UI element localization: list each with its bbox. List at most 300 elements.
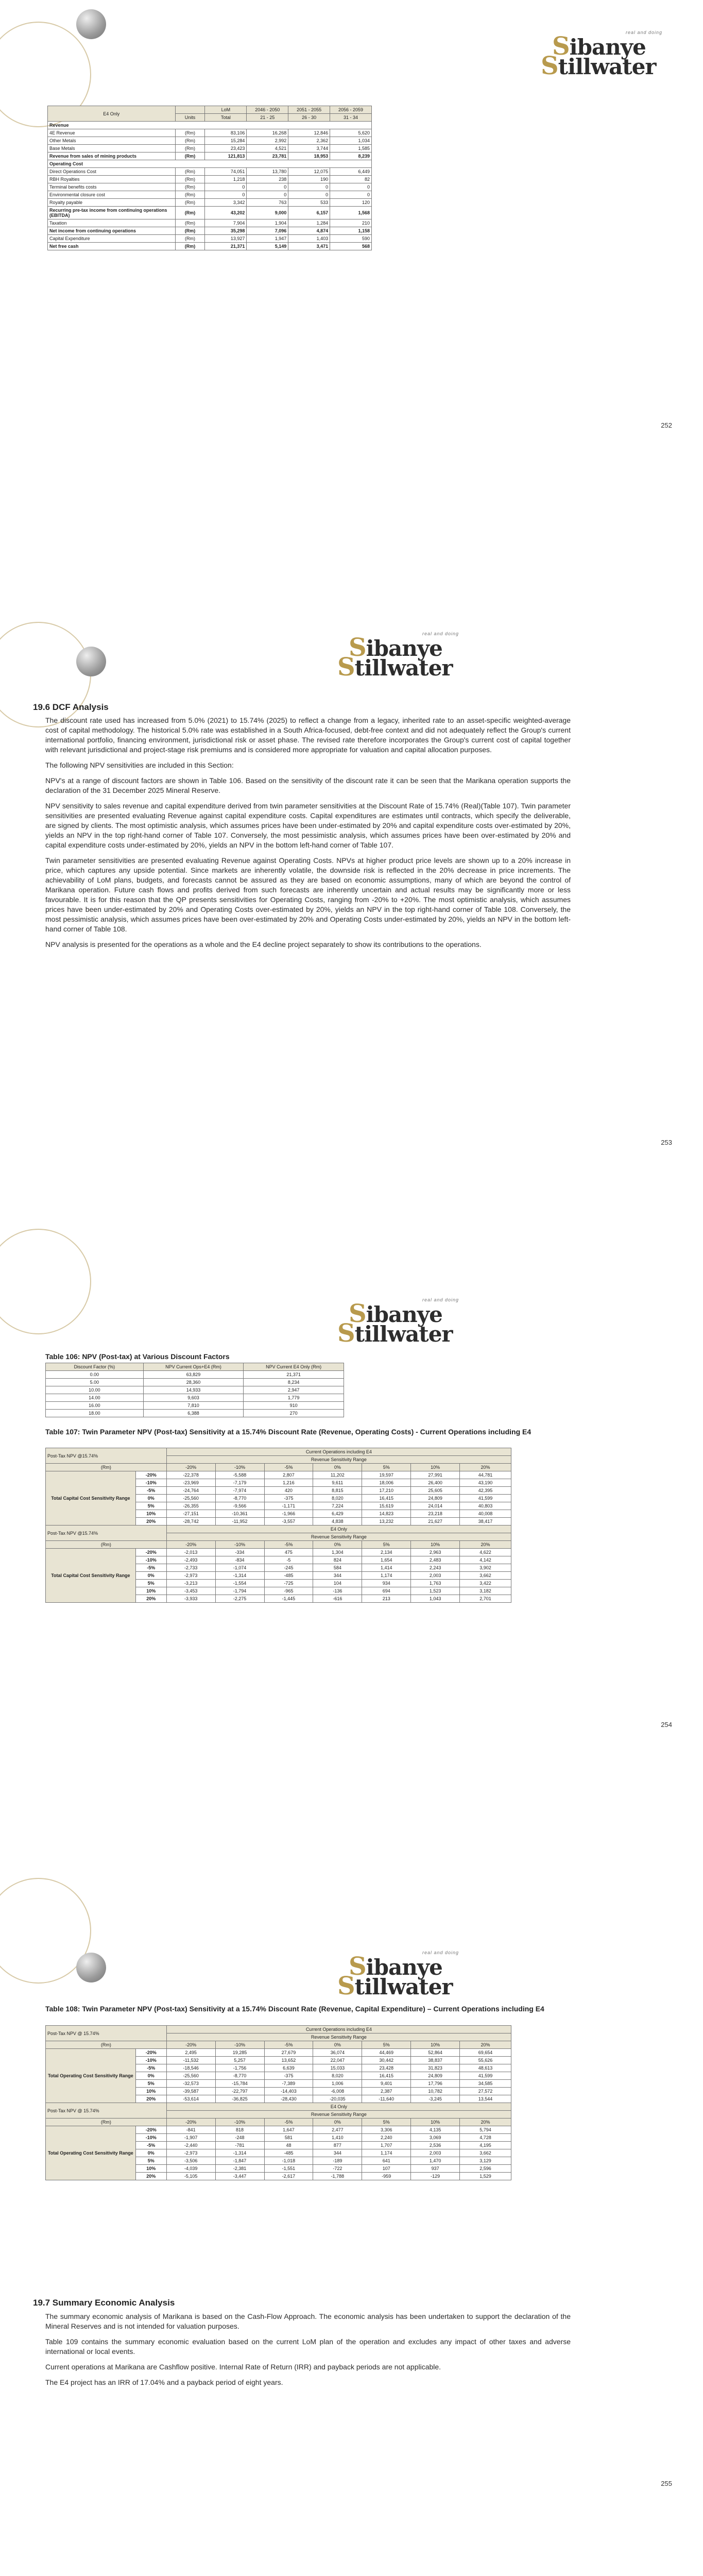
cell-value: -32,573 <box>166 2080 215 2088</box>
table-row <box>46 1394 344 1402</box>
cell-value: -3,447 <box>215 2173 264 2180</box>
cell-value: -375 <box>264 1495 313 1502</box>
cell-value: 27,679 <box>264 2049 313 2057</box>
row-percent: -20% <box>135 2126 166 2134</box>
row-unit: (Rm) <box>175 176 205 183</box>
cell-value: 38,417 <box>460 1518 511 1526</box>
cell-value: 40,803 <box>460 1502 511 1510</box>
cell-value: 63,829 <box>143 1371 244 1379</box>
cell-value: 213 <box>362 1595 411 1603</box>
col-header: -20% <box>166 2119 215 2126</box>
cell-value: -129 <box>411 2173 460 2180</box>
cell-value: 21,627 <box>411 1518 460 1526</box>
col-header: 5% <box>362 2119 411 2126</box>
row-percent: 5% <box>135 2157 166 2165</box>
cell-value: 120 <box>330 199 372 207</box>
header-row <box>46 1541 511 1549</box>
cell-value: 7,810 <box>143 1402 244 1410</box>
cell-value: -25,560 <box>166 2072 215 2080</box>
cell-value: 937 <box>411 2165 460 2173</box>
cell-value: -25,560 <box>166 1495 215 1502</box>
cell-value: 11,202 <box>313 1471 362 1479</box>
row-percent: 0% <box>135 1572 166 1580</box>
cell-value: -4,039 <box>166 2165 215 2173</box>
cell-value: -485 <box>264 1572 313 1580</box>
cell-value: 2,992 <box>247 137 288 145</box>
table-row <box>48 191 372 199</box>
col-header: 20% <box>460 2119 511 2126</box>
col-header: Units <box>175 114 205 122</box>
cell-value: 7,224 <box>313 1502 362 1510</box>
cell-value: 10.00 <box>46 1386 144 1394</box>
cell-value: 6,157 <box>288 207 330 219</box>
table-row <box>48 122 372 129</box>
page-254 <box>0 1297 703 1955</box>
col-header: 20% <box>460 2041 511 2049</box>
cell-value: 3,902 <box>460 1564 511 1572</box>
cell-value: 2,243 <box>411 1564 460 1572</box>
paragraph: Twin parameter sensitivities are presented evaluating Revenue against Operating Costs. NPVs at higher product price levels are shown up to a 20% increase in price, which captures any upside potential. Since markets are inherently volatile, the downside risk is reflected in the 20% decrease in price increments. The achievability of LoM plans, budgets, and forecasts cannot be assured as they are based on economic assumptions, many of which are beyond the control of Marikana operation. Future cash flows and profits derived from such forecasts are inherently uncertain and actual results may be significantly more or less favourable. It is for this reason that the QP presents sensitivities for Operating Costs, ranging from -20% to +20%. The most optimistic analysis, which assumes prices have been under-estimated by 20% and Operating Costs over-estimated by 20%, yields an NPV in the top right-hand corner of Table 108. Conversely, the most pessimistic analysis, which assumes prices have been over-estimated by 20% and Operating Costs under-estimated by 20%, yields an NPV in the bottom left-hand corner of Table 108. <box>45 856 571 933</box>
cell-value: 4,195 <box>460 2142 511 2149</box>
table-row <box>48 227 372 235</box>
cell-value: 4,728 <box>460 2134 511 2142</box>
cell-value: 1,470 <box>411 2157 460 2165</box>
logo-line-1: Sibanye <box>349 633 442 662</box>
cell-value: 1,947 <box>247 235 288 243</box>
header-row <box>46 2026 511 2033</box>
row-percent: -5% <box>135 2142 166 2149</box>
cell-value: -22,378 <box>166 1471 215 1479</box>
cell-value: 6,449 <box>330 168 372 176</box>
cell-value: -136 <box>313 1587 362 1595</box>
cell-value: -959 <box>362 2173 411 2180</box>
cell-value: 694 <box>362 1587 411 1595</box>
col-header: 10% <box>411 2119 460 2126</box>
cell-value: -841 <box>166 2126 215 2134</box>
table-row <box>46 1371 344 1379</box>
table-row <box>48 235 372 243</box>
col-header: -20% <box>166 1541 215 1549</box>
cell-value: 18.00 <box>46 1410 144 1417</box>
cell-value: 44,781 <box>460 1471 511 1479</box>
header-row <box>46 2119 511 2126</box>
cell-value: 2,387 <box>362 2088 411 2095</box>
cell-value: 36,074 <box>313 2049 362 2057</box>
cell-value: -5,105 <box>166 2173 215 2180</box>
row-label: Environmental closure cost <box>48 191 176 199</box>
col-header: 10% <box>411 1541 460 1549</box>
col-header: NPV Current E4 Only (Rm) <box>244 1363 344 1371</box>
row-unit: (Rm) <box>175 243 205 250</box>
cell-value: -1,788 <box>313 2173 362 2180</box>
logo-line-2: Stillwater <box>337 1972 453 2001</box>
cell-value: 43,202 <box>205 207 247 219</box>
row-unit: (Rm) <box>175 227 205 235</box>
side-label: Total Operating Cost Sensitivity Range <box>46 2049 136 2103</box>
col-header: -10% <box>215 2119 264 2126</box>
cell-value: 3,182 <box>460 1587 511 1595</box>
cell-value: -27,151 <box>166 1510 215 1518</box>
cell-value: -834 <box>215 1556 264 1564</box>
table-row <box>48 152 372 160</box>
row-percent: -5% <box>135 2064 166 2072</box>
cell-value: -1,171 <box>264 1502 313 1510</box>
post-tax-label: Post-Tax NPV @15.74% <box>46 1448 167 1464</box>
cell-value: -3,557 <box>264 1518 313 1526</box>
cell-value: 30,442 <box>362 2057 411 2064</box>
table-row <box>48 160 372 168</box>
cell-value: 74,051 <box>205 168 247 176</box>
row-percent: 20% <box>135 1518 166 1526</box>
cell-value: 52,864 <box>411 2049 460 2057</box>
cell-value: 1,523 <box>411 1587 460 1595</box>
row-percent: -10% <box>135 1479 166 1487</box>
cell-value: -3,506 <box>166 2157 215 2165</box>
cell-value: -2,381 <box>215 2165 264 2173</box>
cell-value: -1,907 <box>166 2134 215 2142</box>
cell-value: 5,794 <box>460 2126 511 2134</box>
table-row <box>48 243 372 250</box>
decorative-sphere <box>76 9 106 39</box>
section-label: Operating Cost <box>48 160 372 168</box>
cell-value: 475 <box>264 1549 313 1556</box>
cell-value: 0.00 <box>46 1371 144 1379</box>
decorative-sphere <box>76 1953 106 1982</box>
cell-value: -2,013 <box>166 1549 215 1556</box>
page-number: 252 <box>661 421 672 429</box>
table-row <box>48 176 372 183</box>
cell-value: 16,415 <box>362 1495 411 1502</box>
cell-value: -1,847 <box>215 2157 264 2165</box>
revenue-range-label: Revenue Sensitivity Range <box>166 1533 511 1541</box>
table-row <box>46 1471 511 1479</box>
col-header: -5% <box>264 2119 313 2126</box>
col-header: 2046 - 2050 <box>247 106 288 114</box>
col-header: NPV Current Ops+E4 (Rm) <box>143 1363 244 1371</box>
cell-value: 0 <box>288 183 330 191</box>
header-row <box>46 1464 511 1471</box>
cell-value: -781 <box>215 2142 264 2149</box>
cell-value: 121,813 <box>205 152 247 160</box>
cell-value: 35,298 <box>205 227 247 235</box>
cell-value: 1,585 <box>330 145 372 152</box>
col-header: -10% <box>215 1541 264 1549</box>
row-percent: -5% <box>135 1487 166 1495</box>
col-header: 26 - 30 <box>288 114 330 122</box>
cell-value: -7,179 <box>215 1479 264 1487</box>
cell-value: -2,973 <box>166 1572 215 1580</box>
row-percent: -10% <box>135 2057 166 2064</box>
row-unit: (Rm) <box>175 191 205 199</box>
cell-value: -722 <box>313 2165 362 2173</box>
row-unit: (Rm) <box>175 137 205 145</box>
row-percent: -10% <box>135 1556 166 1564</box>
paragraph: NPV analysis is presented for the operations as a whole and the E4 decline project separately to show its contributions to the operations. <box>45 940 482 948</box>
cell-value: 15,033 <box>313 2064 362 2072</box>
cell-value: 2,807 <box>264 1471 313 1479</box>
cell-value: -15,784 <box>215 2080 264 2088</box>
cell-value: -3,453 <box>166 1587 215 1595</box>
header-row <box>46 2103 511 2111</box>
cell-value: 1,403 <box>288 235 330 243</box>
row-percent: 10% <box>135 2165 166 2173</box>
table-row <box>48 168 372 176</box>
side-label: Total Capital Cost Sensitivity Range <box>46 1471 136 1526</box>
cell-value: 2,240 <box>362 2134 411 2142</box>
cell-value: 12,846 <box>288 129 330 137</box>
col-header: Total <box>205 114 247 122</box>
cell-value: 2,483 <box>411 1556 460 1564</box>
logo-tagline: real and doing <box>422 1950 459 1955</box>
cell-value: 0 <box>330 183 372 191</box>
cell-value: 107 <box>362 2165 411 2173</box>
cell-value: 270 <box>244 1410 344 1417</box>
col-header: -20% <box>166 1464 215 1471</box>
cell-value: 1,647 <box>264 2126 313 2134</box>
cell-value: 3,744 <box>288 145 330 152</box>
cell-value: 24,809 <box>411 2072 460 2080</box>
row-percent: 20% <box>135 2095 166 2103</box>
table-row <box>48 145 372 152</box>
row-percent: 10% <box>135 1587 166 1595</box>
cell-value: -5 <box>264 1556 313 1564</box>
cell-value: -2,275 <box>215 1595 264 1603</box>
cell-value: 3,342 <box>205 199 247 207</box>
section-label: Revenue <box>48 122 372 129</box>
row-percent: -20% <box>135 1471 166 1479</box>
col-header: Discount Factor (%) <box>46 1363 144 1371</box>
col-header: -5% <box>264 1464 313 1471</box>
table-107-caption: Table 107: Twin Parameter NPV (Post-tax) Sensitivity at a 15.74% Discount Rate (Revenue, Operating Costs) - Current Operations including E4 <box>45 1428 531 1436</box>
cell-value: 14,933 <box>143 1386 244 1394</box>
cell-value: 3,129 <box>460 2157 511 2165</box>
cell-value: 27,572 <box>460 2088 511 2095</box>
cell-value: 6,388 <box>143 1410 244 1417</box>
sensitivity-table-107 <box>45 1448 511 1603</box>
cell-value: -22,797 <box>215 2088 264 2095</box>
row-unit: (Rm) <box>175 145 205 152</box>
row-label: Other Metals <box>48 137 176 145</box>
page-number: 254 <box>661 1721 672 1728</box>
unit-label: (Rm) <box>46 1541 167 1549</box>
paragraph: The E4 project has an IRR of 17.04% and a payback period of eight years. <box>45 2378 283 2386</box>
col-header: 0% <box>313 1464 362 1471</box>
cell-value: 7,904 <box>205 219 247 227</box>
cell-value: 0 <box>205 183 247 191</box>
row-percent: -5% <box>135 1564 166 1572</box>
cell-value: 2,963 <box>411 1549 460 1556</box>
cell-value: 1,216 <box>264 1479 313 1487</box>
cell-value: 1,707 <box>362 2142 411 2149</box>
cell-value: -23,969 <box>166 1479 215 1487</box>
post-tax-label: Post-Tax NPV @ 15.74% <box>46 2103 167 2119</box>
cell-value: 1,174 <box>362 2149 411 2157</box>
col-header: 20% <box>460 1541 511 1549</box>
table-row <box>46 2126 511 2134</box>
cell-value: -3,933 <box>166 1595 215 1603</box>
row-percent: 20% <box>135 1595 166 1603</box>
cell-value: 41,599 <box>460 1495 511 1502</box>
cell-value: -14,403 <box>264 2088 313 2095</box>
revenue-range-label: Revenue Sensitivity Range <box>166 2111 511 2119</box>
cell-value: 8,020 <box>313 2072 362 2080</box>
cell-value: 23,428 <box>362 2064 411 2072</box>
row-unit: (Rm) <box>175 152 205 160</box>
row-percent: 0% <box>135 1495 166 1502</box>
table-108-caption: Table 108: Twin Parameter NPV (Post-tax) Sensitivity at a 15.74% Discount Rate (Revenue, Capital Expenditure) – Current Operations including E4 <box>45 2005 544 2013</box>
cell-value: 8,020 <box>313 1495 362 1502</box>
page-255 <box>0 1950 703 2576</box>
cell-value: 0 <box>330 191 372 199</box>
cell-value: 2,003 <box>411 1572 460 1580</box>
cell-value: 69,654 <box>460 2049 511 2057</box>
col-header: LoM <box>205 106 247 114</box>
table-row <box>46 1379 344 1386</box>
page-number: 253 <box>661 1139 672 1146</box>
cell-value: 16.00 <box>46 1402 144 1410</box>
cell-value: 23,423 <box>205 145 247 152</box>
cell-value: -5,588 <box>215 1471 264 1479</box>
cell-value: -1,314 <box>215 2149 264 2157</box>
cell-value: 6,429 <box>313 1510 362 1518</box>
cell-value: 13,927 <box>205 235 247 243</box>
cell-value: 641 <box>362 2157 411 2165</box>
cell-value: 104 <box>313 1580 362 1587</box>
cell-value: 3,422 <box>460 1580 511 1587</box>
col-header: 0% <box>313 1541 362 1549</box>
cell-value: -10,361 <box>215 1510 264 1518</box>
table-106-caption: Table 106: NPV (Post-tax) at Various Discount Factors <box>45 1352 230 1361</box>
cell-value: 24,809 <box>411 1495 460 1502</box>
cell-value: 34,585 <box>460 2080 511 2088</box>
cell-value: 10,782 <box>411 2088 460 2095</box>
cell-value: 877 <box>313 2142 362 2149</box>
logo-line-2: Stillwater <box>337 653 453 682</box>
cell-value: -1,445 <box>264 1595 313 1603</box>
cell-value: 1,529 <box>460 2173 511 2180</box>
table-row <box>48 199 372 207</box>
paragraph: NPV sensitivity to sales revenue and capital expenditure derived from twin parameter sensitivities at the Discount Rate of 15.74% (Real)(Table 107). Twin parameter sensitivities are presented evaluating Revenue against capital expenditure costs. Capital expenditures are estimates until contracts, which specify the deliverable, are signed by clients. The most optimistic analysis, which assumes prices have been under-estimated by 20% and capital expenditure costs over-estimated by 20%, yields an NPV in the top right-hand corner of Table 107. Conversely, the most pessimistic analysis, which assumes prices have been over-estimated by 20% and capital expenditure costs under-estimated by 20%, yields an NPV in the bottom left-hand corner of Table 107. <box>45 802 571 849</box>
cell-value: 210 <box>330 219 372 227</box>
table-row <box>48 219 372 227</box>
row-label: Net free cash <box>48 243 176 250</box>
cell-value: 24,014 <box>411 1502 460 1510</box>
cell-value: 3,306 <box>362 2126 411 2134</box>
cell-value: -7,389 <box>264 2080 313 2088</box>
cell-value: 13,544 <box>460 2095 511 2103</box>
cell-value: -2,493 <box>166 1556 215 1564</box>
row-label: Royalty payable <box>48 199 176 207</box>
cell-value: 9,611 <box>313 1479 362 1487</box>
row-unit: (Rm) <box>175 207 205 219</box>
cell-value: 13,232 <box>362 1518 411 1526</box>
row-label: Terminal benefits costs <box>48 183 176 191</box>
decorative-sphere <box>76 647 106 676</box>
cell-value: 1,414 <box>362 1564 411 1572</box>
cell-value: 4,622 <box>460 1549 511 1556</box>
row-unit: (Rm) <box>175 183 205 191</box>
cell-value: 5,620 <box>330 129 372 137</box>
row-label: Taxation <box>48 219 176 227</box>
cell-value: 344 <box>313 2149 362 2157</box>
col-header: 5% <box>362 1464 411 1471</box>
revenue-range-label: Revenue Sensitivity Range <box>166 1456 511 1464</box>
row-percent: 5% <box>135 1580 166 1587</box>
cell-value: -28,742 <box>166 1518 215 1526</box>
table-row <box>48 137 372 145</box>
cell-value: -3,213 <box>166 1580 215 1587</box>
cell-value: 2,134 <box>362 1549 411 1556</box>
cell-value: 1,034 <box>330 137 372 145</box>
cell-value: 3,069 <box>411 2134 460 2142</box>
col-header: -5% <box>264 2041 313 2049</box>
row-label: Net income from continuing operations <box>48 227 176 235</box>
col-header: 5% <box>362 1541 411 1549</box>
header-row <box>46 2041 511 2049</box>
cell-value: 12,075 <box>288 168 330 176</box>
cell-value: 9,401 <box>362 2080 411 2088</box>
cell-value: 41,599 <box>460 2072 511 2080</box>
cell-value: 1,779 <box>244 1394 344 1402</box>
col-header: 21 - 25 <box>247 114 288 122</box>
cell-value: -2,733 <box>166 1564 215 1572</box>
table-row <box>48 207 372 219</box>
revenue-range-label: Revenue Sensitivity Range <box>166 2033 511 2041</box>
post-tax-label: Post-Tax NPV @15.74% <box>46 1526 167 1541</box>
cell-value: -36,825 <box>215 2095 264 2103</box>
row-percent: -10% <box>135 2134 166 2142</box>
block-title: E4 Only <box>166 2103 511 2111</box>
section-body <box>45 716 571 955</box>
col-header: 10% <box>411 1464 460 1471</box>
block-title: Current Operations including E4 <box>166 1448 511 1456</box>
company-logo <box>337 631 466 682</box>
paragraph: NPV's at a range of discount factors are shown in Table 106. Based on the sensitivity of the discount rate it can be seen that the Marikana operation supports the declaration of the 31 December 2025 Mineral Reserve. <box>45 776 571 794</box>
row-percent: 20% <box>135 2173 166 2180</box>
cell-value: -189 <box>313 2157 362 2165</box>
cell-value: -11,952 <box>215 1518 264 1526</box>
cell-value: 4,135 <box>411 2126 460 2134</box>
logo-line-2: Stillwater <box>541 52 656 80</box>
cell-value: 1,904 <box>247 219 288 227</box>
cell-value: 2,003 <box>411 2149 460 2157</box>
row-unit: (Rm) <box>175 199 205 207</box>
cell-value: 25,605 <box>411 1487 460 1495</box>
cell-value: 1,158 <box>330 227 372 235</box>
row-label: Capital Expenditure <box>48 235 176 243</box>
row-label: Direct Operations Cost <box>48 168 176 176</box>
cell-value: 17,210 <box>362 1487 411 1495</box>
cell-value: 7,096 <box>247 227 288 235</box>
cell-value: 0 <box>288 191 330 199</box>
cell-value: 420 <box>264 1487 313 1495</box>
cell-value: 18,953 <box>288 152 330 160</box>
section-heading: 19.6 DCF Analysis <box>33 702 109 712</box>
cell-value: 8,239 <box>330 152 372 160</box>
cell-value: 21,371 <box>205 243 247 250</box>
cell-value: -485 <box>264 2149 313 2157</box>
cell-value: -375 <box>264 2072 313 2080</box>
cell-value: 2,477 <box>313 2126 362 2134</box>
paragraph: The discount rate used has increased from 5.0% (2021) to 15.74% (2025) to reflect a change from a legacy, inherited rate to an asset-specific weighted-average cost of capital methodology. The historical 5.0% rate was established in a South Africa-focused, debt-free context and did not adequately reflect the Group's current international portfolio, financing environment, jurisdictional risk or asset phase. The revised rate therefore incorporates the Group's current cost of capital together with relevant jurisdictional and project-stage risk premiums and is considered more appropriate for valuation and capital allocation purposes. <box>45 716 571 754</box>
cell-value: -1,966 <box>264 1510 313 1518</box>
cell-value: -7,974 <box>215 1487 264 1495</box>
table-row <box>48 183 372 191</box>
cell-value: 4,521 <box>247 145 288 152</box>
cell-value: -8,770 <box>215 1495 264 1502</box>
row-label: Revenue from sales of mining products <box>48 152 176 160</box>
cell-value: 43,190 <box>460 1479 511 1487</box>
